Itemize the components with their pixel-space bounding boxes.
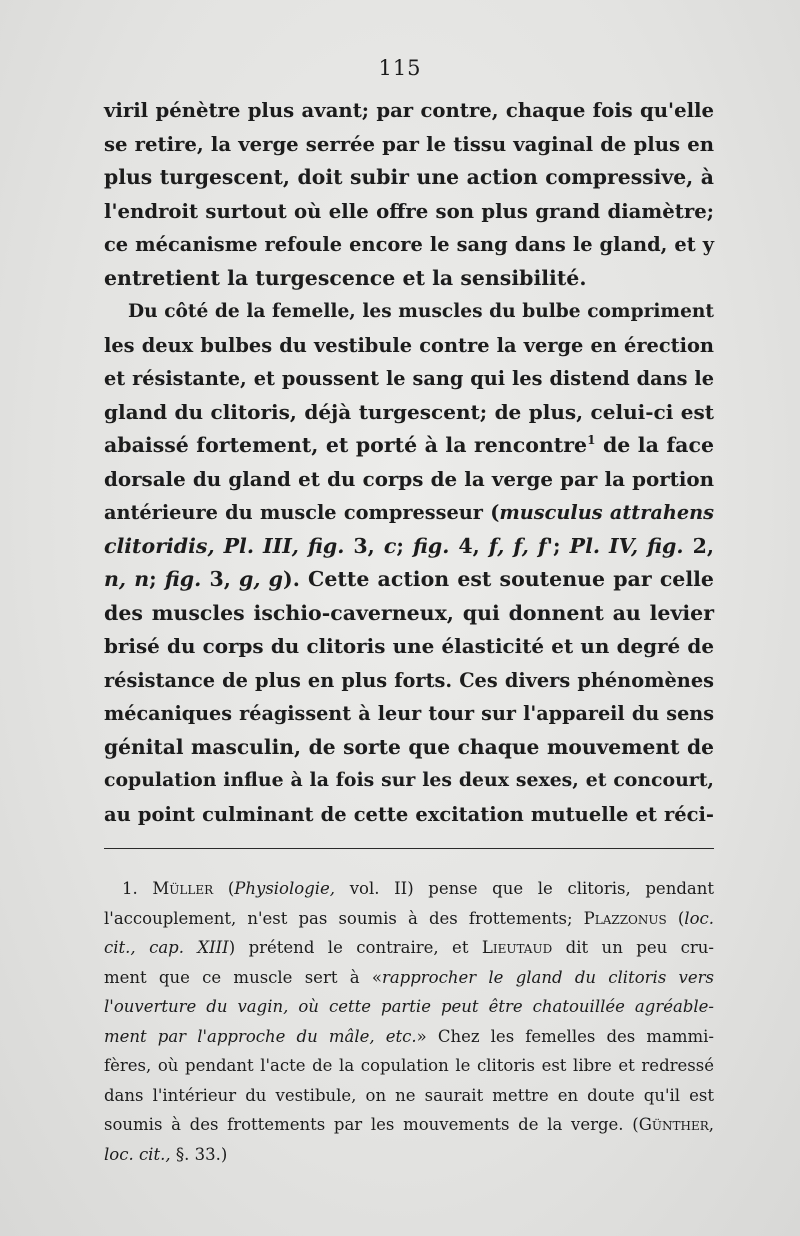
footnote-marker: 1 bbox=[587, 433, 596, 448]
footnote-line: ment que ce muscle sert à «rapprocher le gland du clitoris vers bbox=[104, 967, 714, 987]
footnote-line: fères, où pendant l'acte de la copulation le clitoris est libre et redressé bbox=[104, 1056, 714, 1075]
text-line: et résistante, et poussent le sang qui les distend dans le bbox=[104, 367, 714, 390]
text-line: plus turgescent, doit subir une action compressive, à bbox=[104, 165, 714, 189]
page-number: 115 bbox=[378, 56, 422, 80]
footnote-line: cit., cap. XIII) prétend le contraire, et Lieutaud dit un peu cru- bbox=[104, 938, 714, 957]
footnote-line: l'accouplement, n'est pas soumis à des frottements; Plazzonus (loc. bbox=[104, 908, 714, 928]
text-line: gland du clitoris, déjà turgescent; de plus, celui-ci est bbox=[104, 399, 714, 424]
text-line: dorsale du gland et du corps de la verge par la portion bbox=[104, 466, 714, 491]
text-line: entretient la turgescence et la sensibilité. bbox=[104, 265, 587, 290]
text-line: mécaniques réagissent à leur tour sur l'appareil du sens bbox=[104, 702, 714, 725]
footnote bbox=[104, 874, 714, 1169]
footnote-line: soumis à des frottements par les mouvements de la verge. (Günther, bbox=[104, 1115, 714, 1134]
text-line: brisé du corps du clitoris une élasticité et un degré de bbox=[104, 634, 714, 658]
text-line: copulation influe à la fois sur les deux sexes, et concourt, bbox=[104, 769, 714, 791]
text-line: viril pénètre plus avant; par contre, chaque fois qu'elle bbox=[104, 99, 714, 122]
text-line: l'endroit surtout où elle offre son plus grand diamètre; bbox=[104, 199, 714, 223]
text-line: au point culminant de cette excitation mutuelle et réci- bbox=[104, 802, 714, 826]
footnote-line: loc. cit., §. 33.) bbox=[104, 1144, 228, 1164]
footnote-line: l'ouverture du vagin, où cette partie peut être chatouillée agréable- bbox=[104, 997, 714, 1016]
footnote-line: dans l'intérieur du vestibule, on ne saurait mettre en doute qu'il est bbox=[104, 1085, 714, 1105]
text-line: clitoridis, Pl. III, fig. 3, c; fig. 4, f, f, f'; Pl. IV, fig. 2, bbox=[104, 533, 714, 558]
text-line: se retire, la verge serrée par le tissu vaginal de plus en bbox=[104, 132, 714, 156]
text-line: génital masculin, de sorte que chaque mouvement de bbox=[104, 734, 714, 759]
text-line: résistance de plus en plus forts. Ces divers phénomènes bbox=[104, 668, 714, 692]
text-line: ce mécanisme refoule encore le sang dans le gland, et y bbox=[104, 233, 714, 256]
paragraph-start-line: Du côté de la femelle, les muscles du bulbe compriment bbox=[128, 301, 714, 322]
text-line: abaissé fortement, et porté à la rencontre$^1$ de la face bbox=[104, 433, 714, 457]
main-text bbox=[104, 94, 714, 831]
text-line: des muscles ischio-caverneux, qui donnent au levier bbox=[104, 600, 714, 625]
footnote-divider bbox=[104, 848, 714, 849]
footnote-line: 1. Müller (Physiologie, vol. II) pense que le clitoris, pendant bbox=[122, 879, 714, 898]
text-line: les deux bulbes du vestibule contre la verge en érection bbox=[104, 333, 714, 357]
text-line: antérieure du muscle compresseur (musculus attrahens bbox=[104, 501, 715, 524]
text-line: n, n; fig. 3, g, g). Cette action est soutenue par celle bbox=[104, 567, 714, 591]
footnote-line: ment par l'approche du mâle, etc.» Chez les femelles des mammi- bbox=[104, 1026, 714, 1046]
